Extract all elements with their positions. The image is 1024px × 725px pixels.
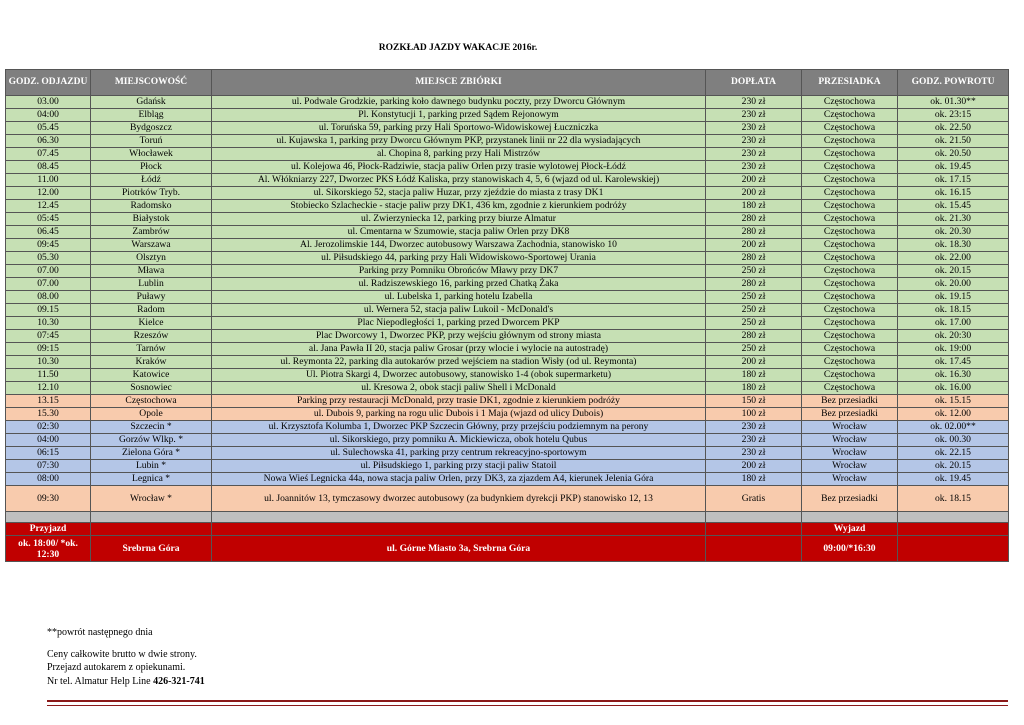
cell-fee: 180 zł <box>706 200 802 213</box>
cell-departure-time: 12.10 <box>6 382 91 395</box>
table-row <box>6 252 1009 265</box>
cell-place: Olsztyn <box>91 252 212 265</box>
cell-place: Kraków <box>91 356 212 369</box>
table-row <box>6 148 1009 161</box>
table-row <box>6 460 1009 473</box>
cell-place: Częstochowa <box>91 395 212 408</box>
cell-departure-time: 10.30 <box>6 356 91 369</box>
cell-departure-time: 06.30 <box>6 135 91 148</box>
table-row <box>6 278 1009 291</box>
cell-meeting-point: al. Chopina 8, parking przy Hali Mistrzów <box>212 148 706 161</box>
arrival-out-label: Wyjazd <box>802 523 898 536</box>
page-title: ROZKŁAD JAZDY WAKACJE 2016r. <box>378 43 538 53</box>
cell-transfer: Częstochowa <box>802 356 898 369</box>
cell-departure-time: 07.00 <box>6 265 91 278</box>
cell-return-time: ok. 18.15 <box>898 304 1009 317</box>
cell-transfer: Częstochowa <box>802 161 898 174</box>
cell-fee: 250 zł <box>706 304 802 317</box>
cell-meeting-point: ul. Kolejowa 46, Płock-Radziwie, stacja paliw Orlen przy trasie wylotowej Płock-Łódź <box>212 161 706 174</box>
cell-departure-time: 07:30 <box>6 460 91 473</box>
cell-return-time: ok. 20.15 <box>898 460 1009 473</box>
cell-place: Płock <box>91 161 212 174</box>
cell-fee: 230 zł <box>706 421 802 434</box>
cell-fee: 250 zł <box>706 317 802 330</box>
cell-return-time: ok. 20.00 <box>898 278 1009 291</box>
arrival-address: ul. Górne Miasto 3a, Srebrna Góra <box>212 536 706 562</box>
cell-fee: 180 zł <box>706 473 802 486</box>
cell-departure-time: 03.00 <box>6 96 91 109</box>
cell-departure-time: 09.15 <box>6 304 91 317</box>
cell-departure-time: 12.00 <box>6 187 91 200</box>
cell-fee: 280 zł <box>706 226 802 239</box>
cell-place: Radom <box>91 304 212 317</box>
cell-transfer: Wrocław <box>802 434 898 447</box>
table-row <box>6 213 1009 226</box>
note-transport: Przejazd autokarem z opiekunami. <box>47 662 186 673</box>
cell-departure-time: 04:00 <box>6 434 91 447</box>
cell-meeting-point: Nowa Wieś Legnicka 44a, nowa stacja paliw Orlen, przy DK3, za zjazdem A4, kierunek Jelenia Góra <box>212 473 706 486</box>
arrival-in-time: ok. 18:00/ *ok. 12:30 <box>6 536 91 562</box>
cell-meeting-point: Parking przy Pomniku Obrońców Mławy przy DK7 <box>212 265 706 278</box>
table-row <box>6 408 1009 421</box>
cell-fee: 200 zł <box>706 356 802 369</box>
cell-place: Lublin <box>91 278 212 291</box>
cell-meeting-point: ul. Krzysztofa Kolumba 1, Dworzec PKP Szczecin Główny, przy przejściu podziemnym na perony <box>212 421 706 434</box>
cell-meeting-point: ul. Kujawska 1, parking przy Dworcu Głównym PKP, przystanek linii nr 22 dla wysiadających <box>212 135 706 148</box>
cell-departure-time: 06:15 <box>6 447 91 460</box>
table-row <box>6 109 1009 122</box>
cell-return-time: ok. 20.50 <box>898 148 1009 161</box>
cell-meeting-point: ul. Wernera 52, stacja paliw Lukoil - McDonald's <box>212 304 706 317</box>
cell-meeting-point: ul. Kresowa 2, obok stacji paliw Shell i McDonald <box>212 382 706 395</box>
cell-meeting-point: Plac Dworcowy 1, Dworzec PKP, przy wejściu głównym od strony miasta <box>212 330 706 343</box>
table-row <box>6 382 1009 395</box>
table-row <box>6 265 1009 278</box>
arrival-empty-cell <box>706 536 802 562</box>
cell-fee: 230 zł <box>706 434 802 447</box>
cell-place: Rzeszów <box>91 330 212 343</box>
cell-meeting-point: Al. Włókniarzy 227, Dworzec PKS Łódź Kaliska, przy stanowiskach 4, 5, 6 (wjazd od ul. Karolewskiej) <box>212 174 706 187</box>
separator-cell <box>802 512 898 523</box>
cell-departure-time: 04:00 <box>6 109 91 122</box>
separator-cell <box>898 512 1009 523</box>
table-row <box>6 161 1009 174</box>
cell-transfer: Bez przesiadki <box>802 486 898 512</box>
cell-meeting-point: ul. Toruńska 59, parking przy Hali Sportowo-Widowiskowej Łuczniczka <box>212 122 706 135</box>
note-prices: Ceny całkowite brutto w dwie strony. <box>47 648 197 660</box>
cell-departure-time: 06.45 <box>6 226 91 239</box>
table-row <box>6 291 1009 304</box>
cell-departure-time: 08.00 <box>6 291 91 304</box>
cell-meeting-point: ul. Zwierzyniecka 12, parking przy biurze Almatur <box>212 213 706 226</box>
cell-transfer: Częstochowa <box>802 226 898 239</box>
cell-place: Kielce <box>91 317 212 330</box>
cell-return-time: ok. 18.15 <box>898 486 1009 512</box>
cell-place: Warszawa <box>91 239 212 252</box>
table-row <box>6 434 1009 447</box>
arrival-empty-cell <box>91 523 212 536</box>
cell-meeting-point: ul. Sulechowska 41, parking przy centrum rekreacyjno-sportowym <box>212 447 706 460</box>
cell-fee: 200 zł <box>706 187 802 200</box>
cell-place: Radomsko <box>91 200 212 213</box>
cell-transfer: Częstochowa <box>802 291 898 304</box>
cell-return-time: ok. 15.15 <box>898 395 1009 408</box>
cell-return-time: ok. 23:15 <box>898 109 1009 122</box>
cell-meeting-point: Plac Niepodległości 1, parking przed Dworcem PKP <box>212 317 706 330</box>
table-row <box>6 135 1009 148</box>
cell-return-time: ok. 16.15 <box>898 187 1009 200</box>
cell-fee: 230 zł <box>706 135 802 148</box>
cell-place: Puławy <box>91 291 212 304</box>
header-return-time: GODZ. POWROTU <box>898 70 1009 96</box>
table-row <box>6 174 1009 187</box>
cell-meeting-point: ul. Joannitów 13, tymczasowy dworzec autobusowy (za budynkiem dyrekcji PKP) stanowisko 12, 13 <box>212 486 706 512</box>
cell-return-time: ok. 21.30 <box>898 213 1009 226</box>
cell-return-time: ok. 21.50 <box>898 135 1009 148</box>
cell-return-time: ok. 15.45 <box>898 200 1009 213</box>
cell-fee: 180 zł <box>706 369 802 382</box>
cell-return-time: ok. 17.45 <box>898 356 1009 369</box>
arrival-row <box>6 536 1009 562</box>
cell-return-time: ok. 20.30 <box>898 226 1009 239</box>
cell-meeting-point: ul. Radziszewskiego 16, parking przed Chatką Żaka <box>212 278 706 291</box>
cell-return-time: ok. 22.00 <box>898 252 1009 265</box>
cell-return-time: ok. 19:00 <box>898 343 1009 356</box>
table-row <box>6 317 1009 330</box>
cell-fee: 280 zł <box>706 252 802 265</box>
cell-transfer: Częstochowa <box>802 343 898 356</box>
arrival-empty-cell <box>898 523 1009 536</box>
table-row <box>6 239 1009 252</box>
cell-departure-time: 05:45 <box>6 213 91 226</box>
note-phone <box>47 675 205 689</box>
cell-place: Wrocław * <box>91 486 212 512</box>
cell-return-time: ok. 22.50 <box>898 122 1009 135</box>
cell-fee: 230 zł <box>706 447 802 460</box>
header-place: MIEJSCOWOŚĆ <box>91 70 212 96</box>
cell-departure-time: 08.45 <box>6 161 91 174</box>
cell-meeting-point: ul. Lubelska 1, parking hotelu Izabella <box>212 291 706 304</box>
cell-departure-time: 02:30 <box>6 421 91 434</box>
cell-return-time: ok. 20:30 <box>898 330 1009 343</box>
table-row <box>6 447 1009 460</box>
cell-transfer: Częstochowa <box>802 317 898 330</box>
separator-cell <box>6 512 91 523</box>
cell-return-time: ok. 12.00 <box>898 408 1009 421</box>
cell-place: Zambrów <box>91 226 212 239</box>
note-phone-prefix: Nr tel. Almatur Help Line <box>47 675 154 687</box>
cell-return-time: ok. 17.00 <box>898 317 1009 330</box>
cell-place: Lubin * <box>91 460 212 473</box>
cell-departure-time: 09:15 <box>6 343 91 356</box>
cell-return-time: ok. 18.30 <box>898 239 1009 252</box>
cell-departure-time: 09:30 <box>6 486 91 512</box>
notes-block <box>47 626 205 688</box>
cell-transfer: Częstochowa <box>802 330 898 343</box>
cell-departure-time: 08:00 <box>6 473 91 486</box>
table-row <box>6 356 1009 369</box>
cell-return-time: ok. 01.30** <box>898 96 1009 109</box>
table-row <box>6 343 1009 356</box>
table-row <box>6 304 1009 317</box>
cell-return-time: ok. 16.00 <box>898 382 1009 395</box>
cell-transfer: Częstochowa <box>802 122 898 135</box>
cell-departure-time: 12.45 <box>6 200 91 213</box>
cell-fee: 200 zł <box>706 174 802 187</box>
cell-place: Opole <box>91 408 212 421</box>
cell-fee: 250 zł <box>706 265 802 278</box>
cell-fee: 200 zł <box>706 239 802 252</box>
table-header-row <box>6 70 1009 96</box>
cell-place: Białystok <box>91 213 212 226</box>
cell-return-time: ok. 00.30 <box>898 434 1009 447</box>
cell-departure-time: 07:45 <box>6 330 91 343</box>
cell-meeting-point: ul. Sikorskiego 52, stacja paliw Huzar, przy zjeździe do miasta z trasy DK1 <box>212 187 706 200</box>
cell-transfer: Częstochowa <box>802 96 898 109</box>
cell-transfer: Częstochowa <box>802 109 898 122</box>
cell-departure-time: 11.00 <box>6 174 91 187</box>
header-transfer: PRZESIADKA <box>802 70 898 96</box>
cell-departure-time: 09:45 <box>6 239 91 252</box>
table-row <box>6 200 1009 213</box>
cell-return-time: ok. 20.15 <box>898 265 1009 278</box>
cell-meeting-point: al. Jana Pawła II 20, stacja paliw Grosar (przy wlocie i wylocie na autostradę) <box>212 343 706 356</box>
cell-place: Zielona Góra * <box>91 447 212 460</box>
arrival-empty-cell <box>212 523 706 536</box>
cell-place: Tarnów <box>91 343 212 356</box>
cell-place: Legnica * <box>91 473 212 486</box>
cell-meeting-point: Ul. Piotra Skargi 4, Dworzec autobusowy, stanowisko 1-4 (obok supermarketu) <box>212 369 706 382</box>
cell-return-time: ok. 22.15 <box>898 447 1009 460</box>
table-row <box>6 395 1009 408</box>
cell-transfer: Częstochowa <box>802 265 898 278</box>
help-line-phone: 426-321-741 <box>153 675 205 687</box>
note-next-day: **powrót następnego dnia <box>47 627 153 638</box>
cell-place: Elbląg <box>91 109 212 122</box>
cell-fee: 280 zł <box>706 330 802 343</box>
table-row <box>6 369 1009 382</box>
cell-transfer: Wrocław <box>802 473 898 486</box>
schedule-table <box>5 69 1009 562</box>
table-row <box>6 486 1009 512</box>
cell-transfer: Wrocław <box>802 421 898 434</box>
cell-meeting-point: ul. Podwale Grodzkie, parking koło dawnego budynku poczty, przy Dworcu Głównym <box>212 96 706 109</box>
cell-place: Sosnowiec <box>91 382 212 395</box>
arrival-place: Srebrna Góra <box>91 536 212 562</box>
cell-transfer: Częstochowa <box>802 304 898 317</box>
header-meeting-point: MIEJSCE ZBIÓRKI <box>212 70 706 96</box>
table-row <box>6 473 1009 486</box>
cell-meeting-point: Parking przy restauracji McDonald, przy trasie DK1, zgodnie z kierunkiem podróży <box>212 395 706 408</box>
table-row <box>6 421 1009 434</box>
cell-fee: 230 zł <box>706 109 802 122</box>
cell-fee: 100 zł <box>706 408 802 421</box>
cell-place: Katowice <box>91 369 212 382</box>
arrival-out-time: 09:00/*16:30 <box>802 536 898 562</box>
arrival-label-row <box>6 523 1009 536</box>
cell-meeting-point: ul. Sikorskiego, przy pomniku A. Mickiewicza, obok hotelu Qubus <box>212 434 706 447</box>
cell-place: Toruń <box>91 135 212 148</box>
cell-transfer: Bez przesiadki <box>802 408 898 421</box>
cell-transfer: Częstochowa <box>802 252 898 265</box>
cell-departure-time: 11.50 <box>6 369 91 382</box>
cell-transfer: Częstochowa <box>802 174 898 187</box>
cell-transfer: Częstochowa <box>802 187 898 200</box>
cell-return-time: ok. 17.15 <box>898 174 1009 187</box>
cell-meeting-point: ul. Piłsudskiego 44, parking przy Hali Widowiskowo-Sportowej Urania <box>212 252 706 265</box>
cell-return-time: ok. 19.45 <box>898 473 1009 486</box>
table-row <box>6 122 1009 135</box>
cell-place: Piotrków Tryb. <box>91 187 212 200</box>
footer-divider <box>47 700 1008 706</box>
table-row <box>6 187 1009 200</box>
cell-fee: 230 zł <box>706 96 802 109</box>
cell-place: Szczecin * <box>91 421 212 434</box>
cell-fee: 250 zł <box>706 343 802 356</box>
schedule-body <box>6 96 1009 512</box>
cell-return-time: ok. 19.15 <box>898 291 1009 304</box>
header-departure-time: GODZ. ODJAZDU <box>6 70 91 96</box>
cell-meeting-point: Pl. Konstytucji 1, parking przed Sądem Rejonowym <box>212 109 706 122</box>
cell-transfer: Częstochowa <box>802 369 898 382</box>
cell-transfer: Częstochowa <box>802 135 898 148</box>
cell-meeting-point: Stobiecko Szlacheckie - stacje paliw przy DK1, 436 km, zgodnie z kierunkiem podróży <box>212 200 706 213</box>
cell-meeting-point: Al. Jerozolimskie 144, Dworzec autobusowy Warszawa Zachodnia, stanowisko 10 <box>212 239 706 252</box>
separator-cell <box>212 512 706 523</box>
cell-meeting-point: ul. Cmentarna w Szumowie, stacja paliw Orlen przy DK8 <box>212 226 706 239</box>
cell-fee: 230 zł <box>706 148 802 161</box>
arrival-in-label: Przyjazd <box>6 523 91 536</box>
cell-place: Gdańsk <box>91 96 212 109</box>
cell-departure-time: 15.30 <box>6 408 91 421</box>
cell-transfer: Bez przesiadki <box>802 395 898 408</box>
separator-cell <box>91 512 212 523</box>
cell-meeting-point: ul. Reymonta 22, parking dla autokarów przed wejściem na stadion Wisły (od ul. Reymonta) <box>212 356 706 369</box>
cell-transfer: Wrocław <box>802 460 898 473</box>
cell-place: Włocławek <box>91 148 212 161</box>
cell-return-time: ok. 19.45 <box>898 161 1009 174</box>
cell-place: Łódź <box>91 174 212 187</box>
cell-transfer: Częstochowa <box>802 239 898 252</box>
table-row <box>6 96 1009 109</box>
cell-departure-time: 13.15 <box>6 395 91 408</box>
cell-fee: 180 zł <box>706 382 802 395</box>
cell-departure-time: 10.30 <box>6 317 91 330</box>
cell-place: Mława <box>91 265 212 278</box>
header-fee: DOPŁATA <box>706 70 802 96</box>
table-row <box>6 330 1009 343</box>
separator-cell <box>706 512 802 523</box>
cell-fee: 280 zł <box>706 213 802 226</box>
cell-meeting-point: ul. Piłsudskiego 1, parking przy stacji paliw Statoil <box>212 460 706 473</box>
cell-transfer: Częstochowa <box>802 148 898 161</box>
separator-row <box>6 512 1009 523</box>
cell-fee: 280 zł <box>706 278 802 291</box>
cell-transfer: Częstochowa <box>802 278 898 291</box>
arrival-empty-cell <box>898 536 1009 562</box>
cell-return-time: ok. 02.00** <box>898 421 1009 434</box>
cell-transfer: Wrocław <box>802 447 898 460</box>
cell-fee: Gratis <box>706 486 802 512</box>
cell-place: Bydgoszcz <box>91 122 212 135</box>
cell-departure-time: 05.30 <box>6 252 91 265</box>
cell-departure-time: 07.00 <box>6 278 91 291</box>
cell-transfer: Częstochowa <box>802 382 898 395</box>
cell-fee: 250 zł <box>706 291 802 304</box>
table-row <box>6 226 1009 239</box>
arrival-empty-cell <box>706 523 802 536</box>
cell-fee: 150 zł <box>706 395 802 408</box>
cell-fee: 230 zł <box>706 161 802 174</box>
cell-departure-time: 05.45 <box>6 122 91 135</box>
cell-departure-time: 07.45 <box>6 148 91 161</box>
cell-fee: 200 zł <box>706 460 802 473</box>
cell-fee: 230 zł <box>706 122 802 135</box>
cell-return-time: ok. 16.30 <box>898 369 1009 382</box>
cell-place: Gorzów Wlkp. * <box>91 434 212 447</box>
cell-meeting-point: ul. Dubois 9, parking na rogu ulic Dubois i 1 Maja (wjazd od ulicy Dubois) <box>212 408 706 421</box>
cell-transfer: Częstochowa <box>802 213 898 226</box>
cell-transfer: Częstochowa <box>802 200 898 213</box>
